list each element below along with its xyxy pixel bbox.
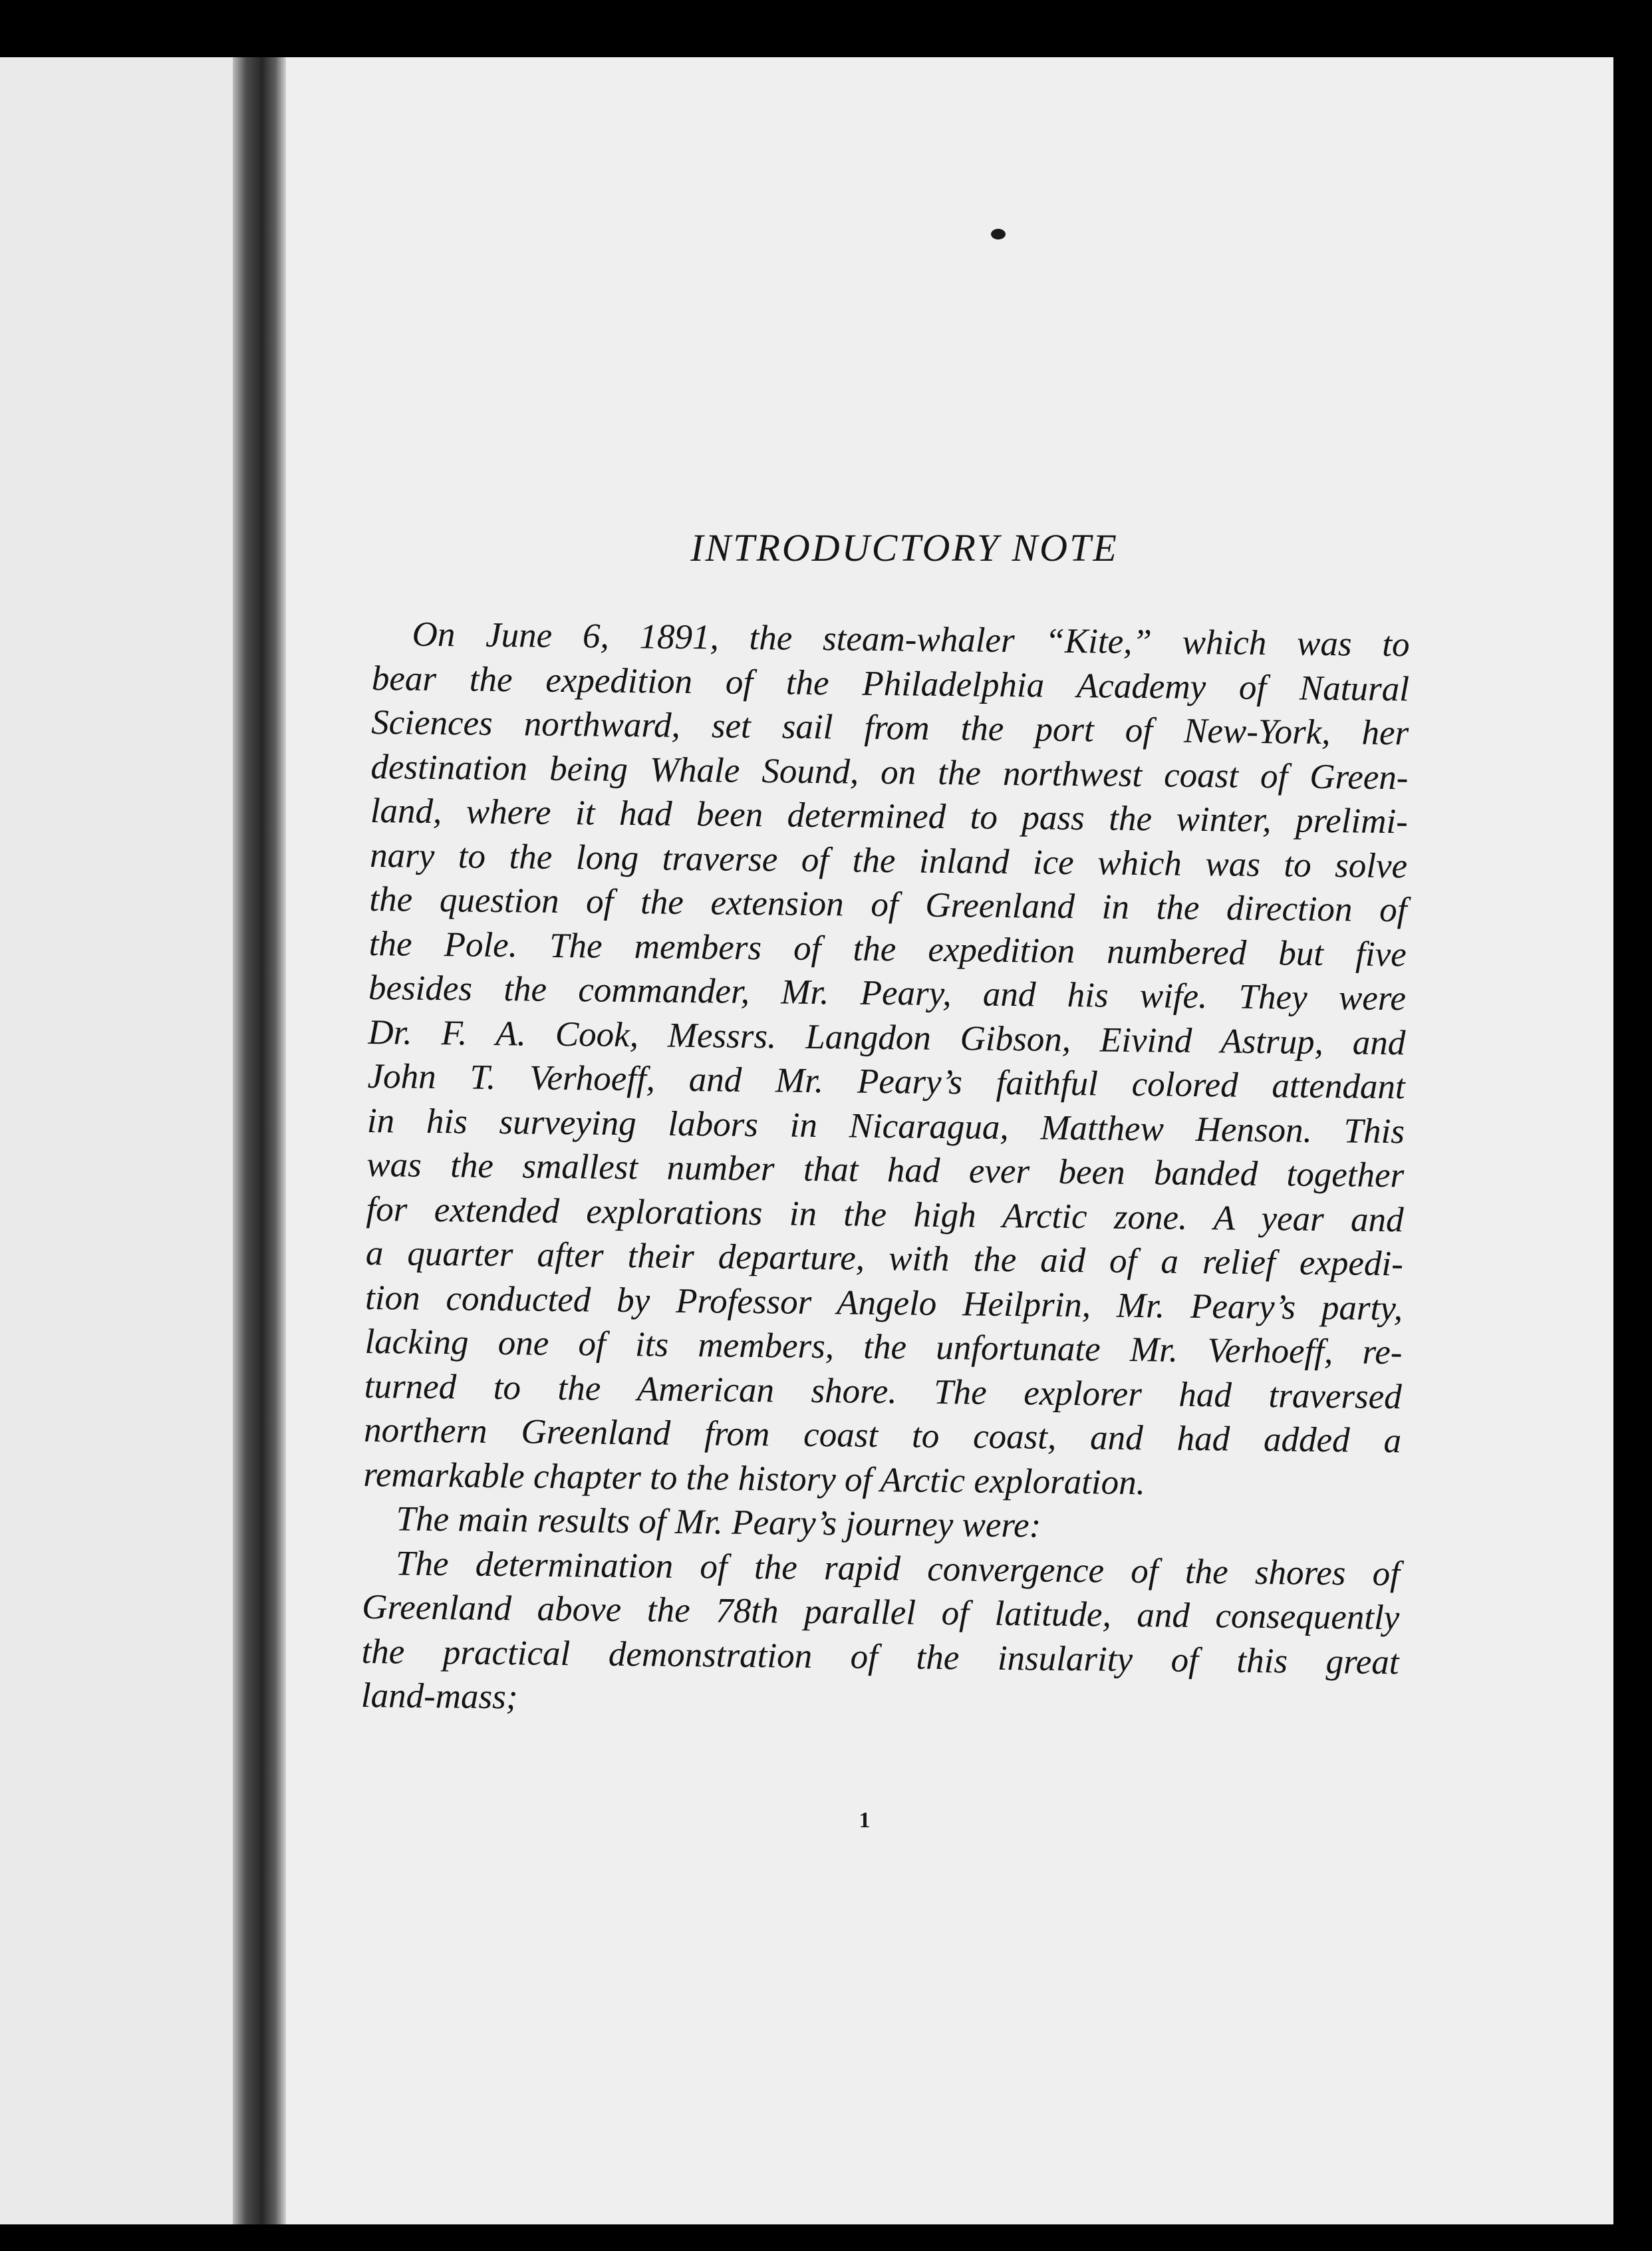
text-line: the practical demonstration of the insularity of this great bbox=[361, 1632, 1399, 1682]
text-line: lacking one of its members, the unfortunate Mr. Verhoeff, re- bbox=[364, 1322, 1403, 1372]
text-line: besides the commander, Mr. Peary, and his wife. They were bbox=[368, 968, 1407, 1018]
text-line: The determination of the rapid convergence of the shores of bbox=[395, 1543, 1401, 1593]
page-title: INTRODUCTORY NOTE bbox=[690, 526, 1119, 569]
text-line: On June 6, 1891, the steam-whaler “Kite,” which was to bbox=[412, 615, 1410, 665]
text-line: a quarter after their departure, with the aid of a relief expedi- bbox=[365, 1233, 1404, 1284]
text-line: the Pole. The members of the expedition numbered but five bbox=[368, 924, 1407, 974]
text-line: turned to the American shore. The explorer had traversed bbox=[364, 1366, 1403, 1416]
body-text bbox=[361, 612, 1410, 1729]
text-line: The main results of Mr. Peary’s journey were: bbox=[396, 1499, 1041, 1545]
text-line: John T. Verhoeff, and Mr. Peary’s faithful colored attendant bbox=[367, 1056, 1405, 1107]
text-line: in his surveying labors in Nicaragua, Matthew Henson. This bbox=[366, 1101, 1405, 1151]
text-line: the question of the extension of Greenland in the direction of bbox=[369, 879, 1407, 930]
book-gutter-shadow bbox=[233, 57, 286, 2224]
text-line: nary to the long traverse of the inland ice which was to solve bbox=[369, 835, 1408, 885]
text-line: land, where it had been determined to pass the winter, prelimi- bbox=[370, 791, 1409, 841]
text-line: tion conducted by Professor Angelo Heilprin, Mr. Peary’s party, bbox=[364, 1278, 1403, 1328]
text-line: bear the expedition of the Philadelphia Academy of Natural bbox=[371, 659, 1410, 708]
ink-speck bbox=[991, 229, 1006, 239]
scan-border-bottom bbox=[0, 2224, 1652, 2251]
text-line: was the smallest number that had ever been banded together bbox=[366, 1145, 1405, 1195]
scan-border-top bbox=[0, 0, 1652, 57]
text-line: Dr. F. A. Cook, Messrs. Langdon Gibson, Eivind Astrup, and bbox=[368, 1012, 1406, 1062]
paragraph-1 bbox=[363, 612, 1410, 1507]
text-line: Sciences northward, set sail from the port of New-York, her bbox=[370, 702, 1409, 753]
text-line: remarkable chapter to the history of Arctic exploration. bbox=[363, 1455, 1146, 1502]
text-line: Greenland above the 78th parallel of latitude, and consequently bbox=[362, 1587, 1400, 1638]
facing-blank-page bbox=[0, 57, 233, 2224]
page-number: 1 bbox=[859, 1808, 871, 1833]
text-line: land-mass; bbox=[360, 1676, 518, 1717]
text-line: northern Greenland from coast to coast, and had added a bbox=[363, 1410, 1402, 1461]
text-line: for extended explorations in the high Arctic zone. A year and bbox=[366, 1189, 1404, 1239]
scan-border-right bbox=[1613, 57, 1652, 2251]
paragraph-3 bbox=[361, 1541, 1401, 1728]
text-line: destination being Whale Sound, on the northwest coast of Green- bbox=[370, 747, 1409, 797]
